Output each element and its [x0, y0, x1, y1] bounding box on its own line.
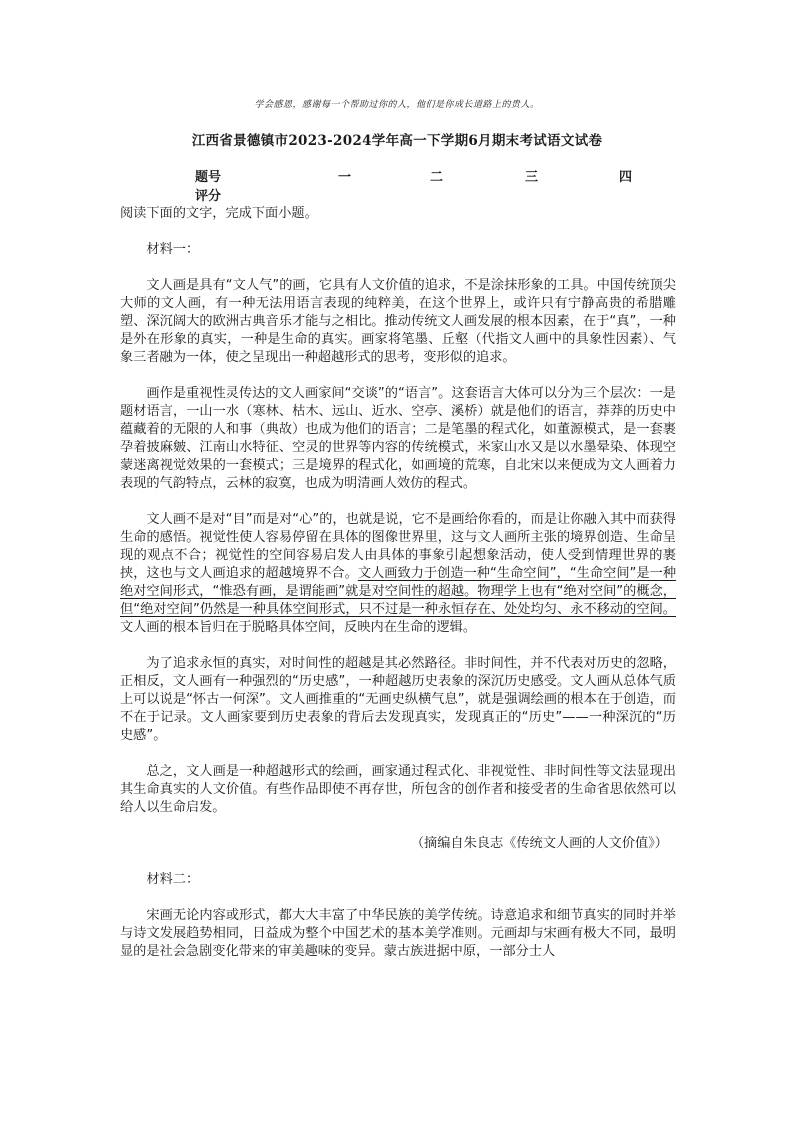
- score-table-header-row: [195, 166, 655, 185]
- page-motto: 学会感恩，感谢每一个帮助过你的人，他们是你成长道路上的贵人。: [254, 100, 540, 110]
- material2-heading: 材料二：: [146, 872, 200, 887]
- material1-heading: 材料一：: [146, 242, 200, 257]
- paragraph-3-text-a: 文人画不是对“目”而是对“心”的，也就是说，它不是画给你看的，而是让你融入其中而获得生命的感悟。视觉性使人容易停留在具体的图像世界里，这与文人画所主张的境界创造、生命呈现的观点不合；视觉性的空间容易启发人由具体的事象引起想象活动，使人受到情理世界的裹挟，这也与文人画追求的超越境界不合。: [120, 512, 676, 581]
- material1-paragraph-5: 总之，文人画是一种超越形式的绘画，画家通过程式化、非视觉性、非时间性等文法显现出其生命真实的人文价值。有些作品即使不再存世，所包含的创作者和接受者的生命省思依然可以给人以生命启发。: [120, 764, 676, 815]
- paragraph-3-text-b: 文人画的根本旨归在于脱略具体空间，反映内在生命的逻辑。: [120, 620, 477, 635]
- material1-paragraph-3: [120, 511, 676, 637]
- score-table-col-4: 四: [619, 170, 633, 185]
- material1-source: （摘编自朱良志《传统文人画的人文价值》）: [410, 836, 668, 851]
- score-table-col-3: 三: [525, 170, 539, 185]
- score-table-label-question: 题号: [195, 170, 222, 185]
- material1-paragraph-1: 文人画是具有“文人气”的画，它具有人文价值的追求，不是涂抹形象的工具。中国传统顶尖大师的文人画，有一种无法用语言表现的纯粹美，在这个世界上，或许只有宁静高贵的希腊雕塑、深沉阔大的欧洲古典音乐才能与之相比。推动传统文人画发展的根本因素，在于“真”，一种是外在形象的真实，一种是生命的真实。画家将笔墨、丘壑（代指文人画中的具象性因素）、气象三者融为一体，使之呈现出一种超越形式的思考，变形似的追求。: [120, 278, 676, 365]
- instruction-text: 阅读下面的文字，完成下面小题。: [120, 206, 318, 221]
- reading-passage: [120, 205, 676, 979]
- exam-title: 江西省景德镇市2023-2024学年高一下学期6月期末考试语文试卷: [191, 133, 603, 149]
- material1-paragraph-2: 画作是重视性灵传达的文人画家间“交谈”的“语言”。这套语言大体可以分为三个层次：一是题材语言，一山一水（寒林、枯木、远山、近水、空亭、溪桥）就是他们的语言，莽莽的历史中蕴藏着的无限的人和事（典故）也成为他们的语言；二是笔墨的程式化，如董源模式，是一套裹孕着披麻皴、江南山水特征、空灵的世界等内容的传统模式，米家山水又是以水墨晕染、体现空蒙迷离视觉效果的一套模式；三是境界的程式化，如画境的荒寒，自北宋以来便成为文人画着力表现的气韵特点，云林的寂寞，也成为明清画人效仿的程式。: [120, 386, 676, 491]
- underlined-passage: 文人画致力于创造一种“生命空间”，“生命空间”是一种绝对空间形式，“惟恐有画，是谓能画”就是对空间性的超越。物理学上也有“绝对空间”的概念，但“绝对空间”仍然是一种具体空间形式，只不过是一种永恒存在、处处均匀、永不移动的空间。: [120, 566, 677, 617]
- score-table-col-1: 一: [338, 170, 352, 185]
- score-table-score-row: [195, 185, 655, 204]
- score-table: [195, 166, 655, 204]
- material1-paragraph-4: 为了追求永恒的真实，对时间性的超越是其必然路径。非时间性，并不代表对历史的忽略，正相反，文人画有一种强烈的“历史感”，一种超越历史表象的深沉历史感受。文人画从总体气质上可以说是“怀古一何深”。文人画推重的“无画史纵横气息”，就是强调绘画的根本在于创造，而不在于记录。文人画家要到历史表象的背后去发现真实，发现真正的“历史”——一种深沉的“历史感”。: [120, 656, 676, 743]
- score-table-label-score: 评分: [195, 189, 222, 204]
- material2-paragraph-1: 宋画无论内容或形式，都大大丰富了中华民族的美学传统。诗意追求和细节真实的同时并举与诗文发展趋势相同，日益成为整个中国艺术的基本美学准则。元画却与宋画有极大不同，最明显的是社会急剧变化带来的审美趣味的变异。蒙古族进据中原，一部分士人: [120, 908, 676, 959]
- score-table-col-2: 二: [430, 170, 444, 185]
